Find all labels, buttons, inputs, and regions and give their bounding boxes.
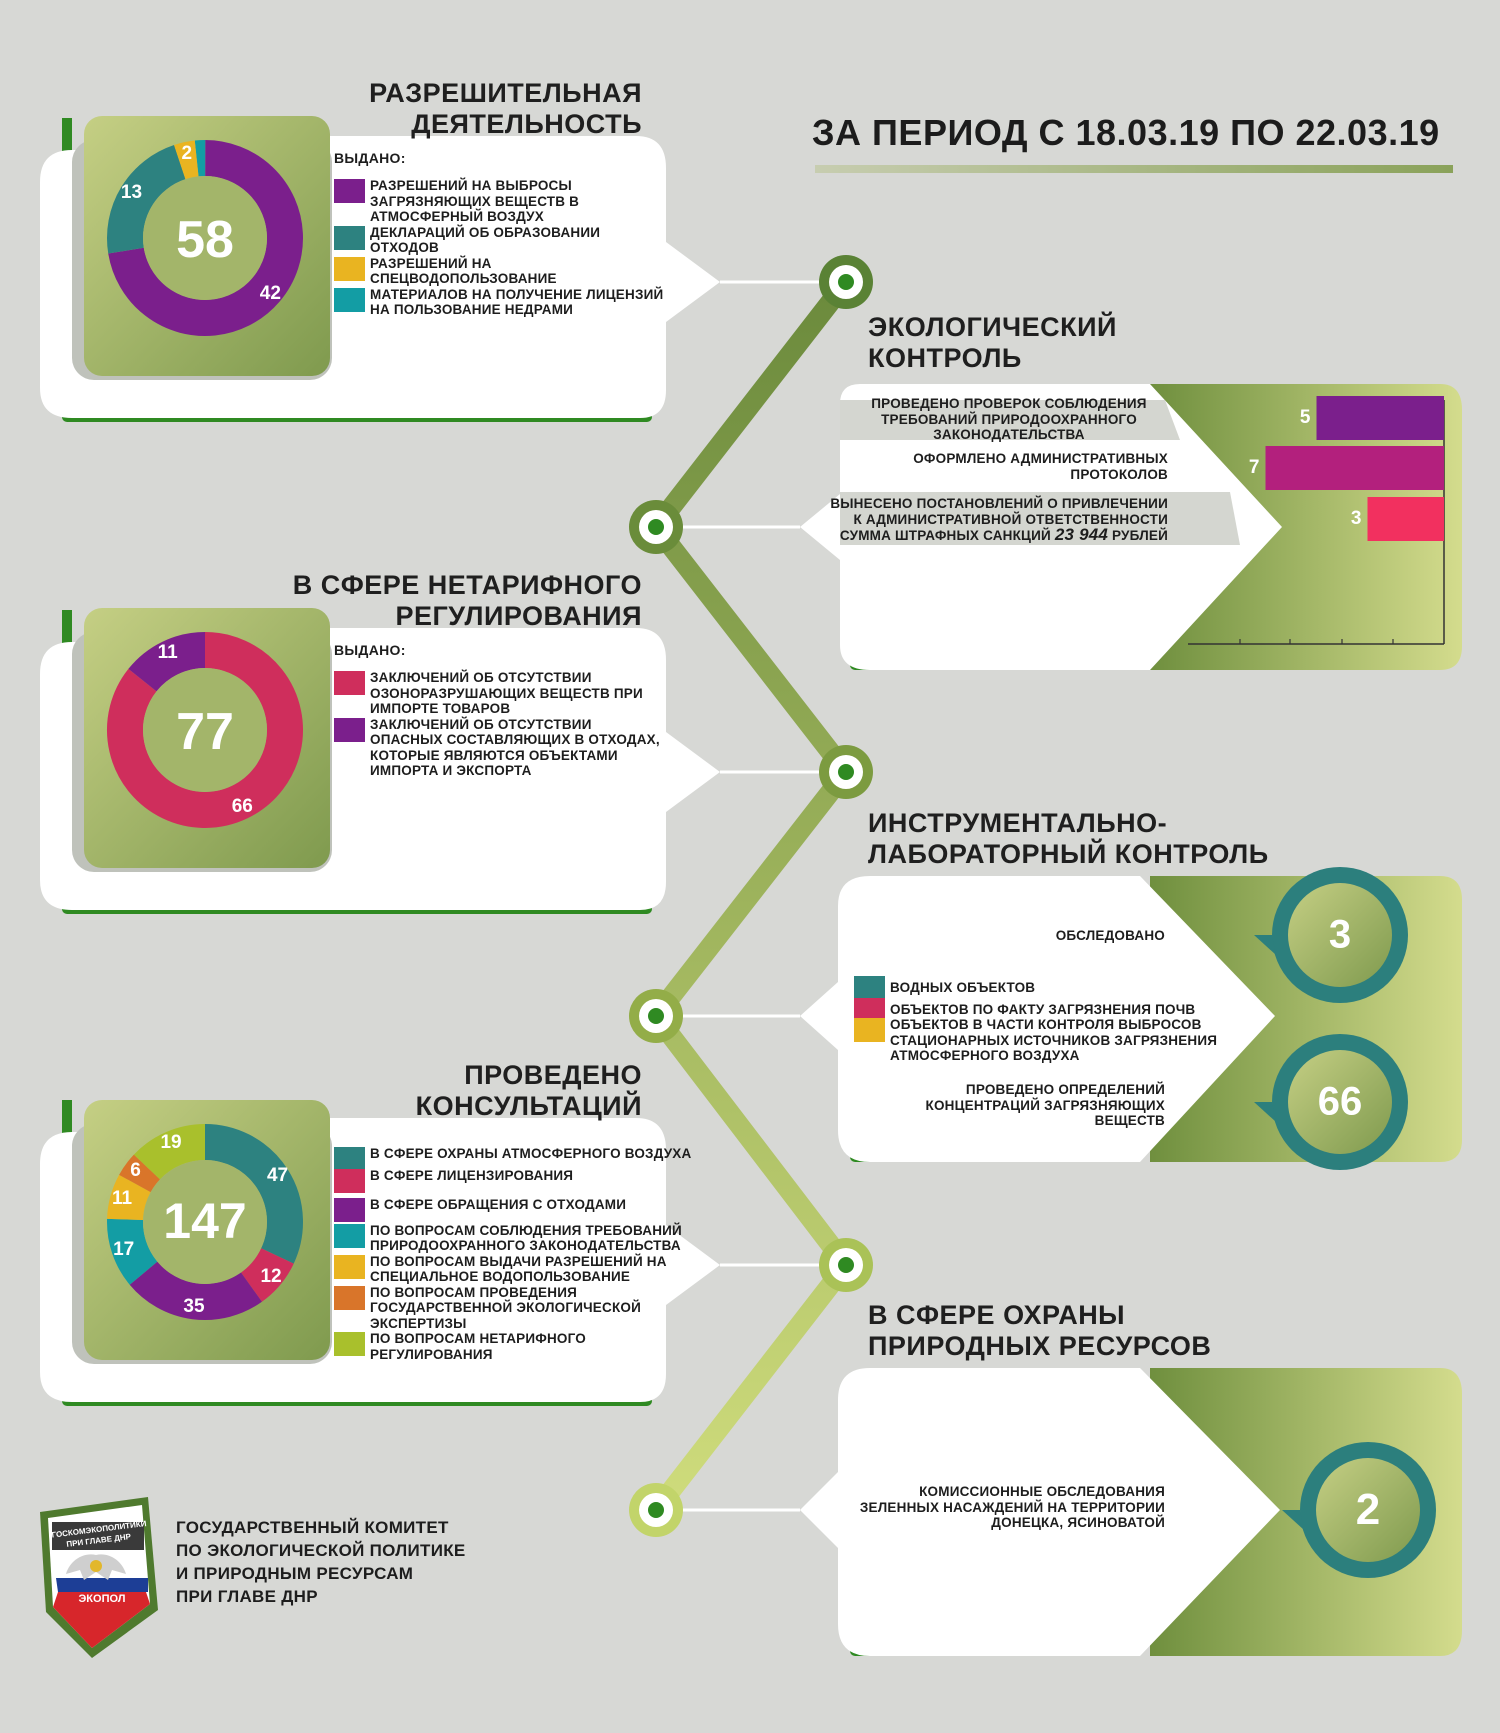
timeline-node (819, 745, 873, 799)
eco-row2-text: ОФОРМЛЕНО АДМИНИСТРАТИВНЫХ ПРОТОКОЛОВ (913, 451, 1168, 482)
resources-text: КОМИССИОННЫЕ ОБСЛЕДОВАНИЯ ЗЕЛЕННЫХ НАСАЖДЕНИЙ НА ТЕРРИТОРИИ ДОНЕЦКА, ЯСИНОВАТОЙ (859, 1484, 1165, 1530)
legend-label: В СФЕРЕ ОБРАЩЕНИЯ С ОТХОДАМИ (370, 1197, 627, 1212)
consult-title (416, 1060, 642, 1122)
ecocontrol-title (868, 312, 1117, 374)
legend-swatch (334, 718, 365, 742)
timeline-node (629, 989, 683, 1043)
consult-title-line2: КОНСУЛЬТАЦИЙ (415, 1091, 642, 1121)
eco-bar (1368, 497, 1445, 541)
footer-line1: ГОСУДАРСТВЕННЫЙ КОМИТЕТ (176, 1518, 449, 1537)
legend-label: В СФЕРЕ ЛИЦЕНЗИРОВАНИЯ (370, 1167, 574, 1183)
legend-item (334, 1168, 694, 1184)
logo-bottom-text: ЭКОПОЛ (78, 1593, 126, 1605)
fine-unit: РУБЛЕЙ (1112, 528, 1168, 543)
legend-swatch (854, 976, 885, 1000)
legend-label: РАЗРЕШЕНИЙ НА СПЕЦВОДОПОЛЬЗОВАНИЕ (370, 255, 557, 286)
eco-bar (1317, 396, 1445, 440)
lab-surveyed-value: 3 (1328, 912, 1352, 957)
legend-label: ПО ВОПРОСАМ СОБЛЮДЕНИЯ ТРЕБОВАНИЙ ПРИРОДООХРАННОГО ЗАКОНОДАТЕЛЬСТВА (370, 1222, 682, 1253)
fine-sum: 23 944 (1054, 525, 1109, 544)
eco-row3-text (800, 496, 1168, 544)
resources-title-line1: В СФЕРЕ ОХРАНЫ (868, 1300, 1126, 1330)
legend-label: ВОДНЫХ ОБЪЕКТОВ (890, 980, 1036, 995)
resources-title-line2: ПРИРОДНЫХ РЕСУРСОВ (868, 1331, 1212, 1361)
segment-value-label: 11 (157, 641, 178, 663)
consult-total: 147 (163, 1193, 247, 1249)
legend-swatch (334, 1198, 365, 1222)
legend-label: ПО ВОПРОСАМ НЕТАРИФНОГО РЕГУЛИРОВАНИЯ (370, 1331, 587, 1362)
legend-swatch (334, 288, 365, 312)
segment-value-label: 12 (260, 1266, 282, 1288)
timeline-node (629, 1483, 683, 1537)
legend-item (334, 1254, 694, 1285)
fine-label: СУММА ШТРАФНЫХ САНКЦИЙ (839, 528, 1051, 543)
eco-row1-text: ПРОВЕДЕНО ПРОВЕРОК СОБЛЮДЕНИЯ ТРЕБОВАНИЙ ПРИРОДООХРАННОГО ЗАКОНОДАТЕЛЬСТВА (871, 396, 1147, 442)
permits-title-line2: ДЕЯТЕЛЬНОСТЬ (411, 109, 642, 139)
legend-item (334, 178, 664, 225)
legend-label: В СФЕРЕ ОХРАНЫ АТМОСФЕРНОГО ВОЗДУХА (370, 1146, 692, 1161)
legend-item (334, 717, 664, 779)
eco-bar (1266, 446, 1445, 490)
legend-swatch (334, 226, 365, 250)
resources-value: 2 (1355, 1485, 1381, 1534)
segment-value-label: 35 (183, 1296, 205, 1318)
ecocontrol-title-line1: ЭКОЛОГИЧЕСКИЙ (868, 312, 1117, 342)
eco-bar-value: 3 (1350, 508, 1362, 529)
permits-title-line1: РАЗРЕШИТЕЛЬНАЯ (369, 78, 642, 108)
legend-item (334, 287, 664, 318)
eco-row3-line2: К АДМИНИСТРАТИВНОЙ ОТВЕТСТВЕННОСТИ (853, 511, 1168, 527)
legend-item (334, 1223, 694, 1254)
legend-item (854, 980, 1234, 996)
legend-label: ОБЪЕКТОВ В ЧАСТИ КОНТРОЛЯ ВЫБРОСОВ СТАЦИОНАРНЫХ ИСТОЧНИКОВ ЗАГРЯЗНЕНИЯ АТМОСФЕРНОГО ВОЗДУХА (890, 1017, 1218, 1063)
legend-swatch (334, 1255, 365, 1279)
legend-item (854, 1017, 1234, 1064)
legend-label: ПО ВОПРОСАМ ВЫДАЧИ РАЗРЕШЕНИЙ НА СПЕЦИАЛЬНОЕ ВОДОПОЛЬЗОВАНИЕ (370, 1253, 667, 1284)
lab-title-line2: ЛАБОРАТОРНЫЙ КОНТРОЛЬ (868, 839, 1269, 869)
permits-legend (334, 178, 664, 318)
legend-label: ДЕКЛАРАЦИЙ ОБ ОБРАЗОВАНИИ ОТХОДОВ (370, 224, 601, 255)
legend-swatch (334, 1169, 365, 1193)
legend-label: ОБЪЕКТОВ ПО ФАКТУ ЗАГРЯЗНЕНИЯ ПОЧВ (890, 1001, 1196, 1017)
segment-value-label: 47 (266, 1164, 289, 1186)
lab-legend (854, 980, 1234, 1064)
segment-value-label: 42 (259, 282, 281, 304)
consult-legend (334, 1146, 694, 1362)
legend-swatch (854, 1018, 885, 1042)
timeline-node (819, 1238, 873, 1292)
lab-title-line1: ИНСТРУМЕНТАЛЬНО- (868, 808, 1168, 838)
period-heading: ЗА ПЕРИОД С 18.03.19 ПО 22.03.19 (812, 112, 1440, 153)
legend-item (334, 1146, 694, 1162)
legend-item (854, 1002, 1234, 1018)
legend-swatch (334, 671, 365, 695)
legend-label: РАЗРЕШЕНИЙ НА ВЫБРОСЫ ЗАГРЯЗНЯЮЩИХ ВЕЩЕСТВ В АТМОСФЕРНЫЙ ВОЗДУХ (370, 178, 580, 224)
segment-value-label: 13 (120, 182, 143, 204)
legend-item (334, 670, 664, 717)
segment-value-label: 11 (112, 1188, 133, 1210)
nontariff-issued-label: ВЫДАНО: (334, 642, 406, 658)
legend-swatch (334, 1286, 365, 1310)
footer-organization (176, 1516, 466, 1608)
nontariff-total: 77 (176, 703, 234, 761)
permits-total: 58 (176, 211, 234, 269)
lab-definitions-value: 66 (1317, 1079, 1363, 1124)
legend-item (334, 256, 664, 287)
legend-label: ЗАКЛЮЧЕНИЙ ОБ ОТСУТСТВИИ ОЗОНОРАЗРУШАЮЩИХ ВЕЩЕСТВ ПРИ ИМПОРТЕ ТОВАРОВ (370, 670, 643, 716)
eco-bar-value: 7 (1248, 457, 1260, 478)
segment-value-label: 66 (231, 796, 253, 818)
permits-issued-label: ВЫДАНО: (334, 150, 406, 166)
legend-swatch (334, 257, 365, 281)
eco-bar-value: 5 (1299, 407, 1311, 428)
legend-item (334, 1331, 694, 1362)
lab-title (868, 808, 1269, 870)
legend-swatch (334, 1224, 365, 1248)
resources-title (868, 1300, 1211, 1362)
timeline-node (629, 500, 683, 554)
footer-line2: ПО ЭКОЛОГИЧЕСКОЙ ПОЛИТИКЕ (176, 1541, 466, 1560)
segment-value-label: 17 (113, 1238, 135, 1260)
legend-item (334, 1285, 694, 1332)
segment-value-label: 2 (181, 142, 193, 164)
nontariff-title (293, 570, 642, 632)
footer-line3: И ПРИРОДНЫМ РЕСУРСАМ (176, 1564, 414, 1583)
lab-surveyed-label: ОБСЛЕДОВАНО (1055, 928, 1165, 943)
segment-value-label: 6 (130, 1160, 141, 1182)
legend-item (334, 225, 664, 256)
permits-title (369, 78, 642, 140)
legend-label: ЗАКЛЮЧЕНИЙ ОБ ОТСУТСТВИИ ОПАСНЫХ СОСТАВЛЯЮЩИХ В ОТХОДАХ, КОТОРЫЕ ЯВЛЯЮТСЯ ОБЪЕКТАМИ ИМПОРТА И ЭКСПОРТА (370, 716, 660, 778)
legend-label: ПО ВОПРОСАМ ПРОВЕДЕНИЯ ГОСУДАРСТВЕННОЙ ЭКОЛОГИЧЕСКОЙ ЭКСПЕРТИЗЫ (370, 1284, 641, 1331)
nontariff-legend (334, 670, 664, 779)
timeline-node (819, 255, 873, 309)
footer-line4: ПРИ ГЛАВЕ ДНР (176, 1587, 318, 1606)
logo-top-text: ГОСКОМЭКОПОЛИТИКИ ПРИ ГЛАВЕ ДНР (51, 1519, 147, 1549)
nontariff-title-line1: В СФЕРЕ НЕТАРИФНОГО (292, 570, 642, 600)
nontariff-title-line2: РЕГУЛИРОВАНИЯ (395, 601, 642, 631)
legend-swatch (334, 1332, 365, 1356)
legend-label: МАТЕРИАЛОВ НА ПОЛУЧЕНИЕ ЛИЦЕНЗИЙ НА ПОЛЬЗОВАНИЕ НЕДРАМИ (370, 286, 664, 317)
lab-definitions-label: ПРОВЕДЕНО ОПРЕДЕЛЕНИЙ КОНЦЕНТРАЦИЙ ЗАГРЯЗНЯЮЩИХ ВЕЩЕСТВ (925, 1082, 1165, 1128)
legend-swatch (334, 179, 365, 203)
ecocontrol-title-line2: КОНТРОЛЬ (868, 343, 1022, 373)
eco-row3-line1: ВЫНЕСЕНО ПОСТАНОВЛЕНИЙ О ПРИВЛЕЧЕНИИ (830, 496, 1168, 511)
period-underline (815, 165, 1453, 173)
legend-item (334, 1197, 694, 1213)
eco-row3-line3 (800, 527, 1168, 544)
consult-title-line1: ПРОВЕДЕНО (464, 1060, 642, 1090)
segment-value-label: 19 (160, 1131, 182, 1153)
